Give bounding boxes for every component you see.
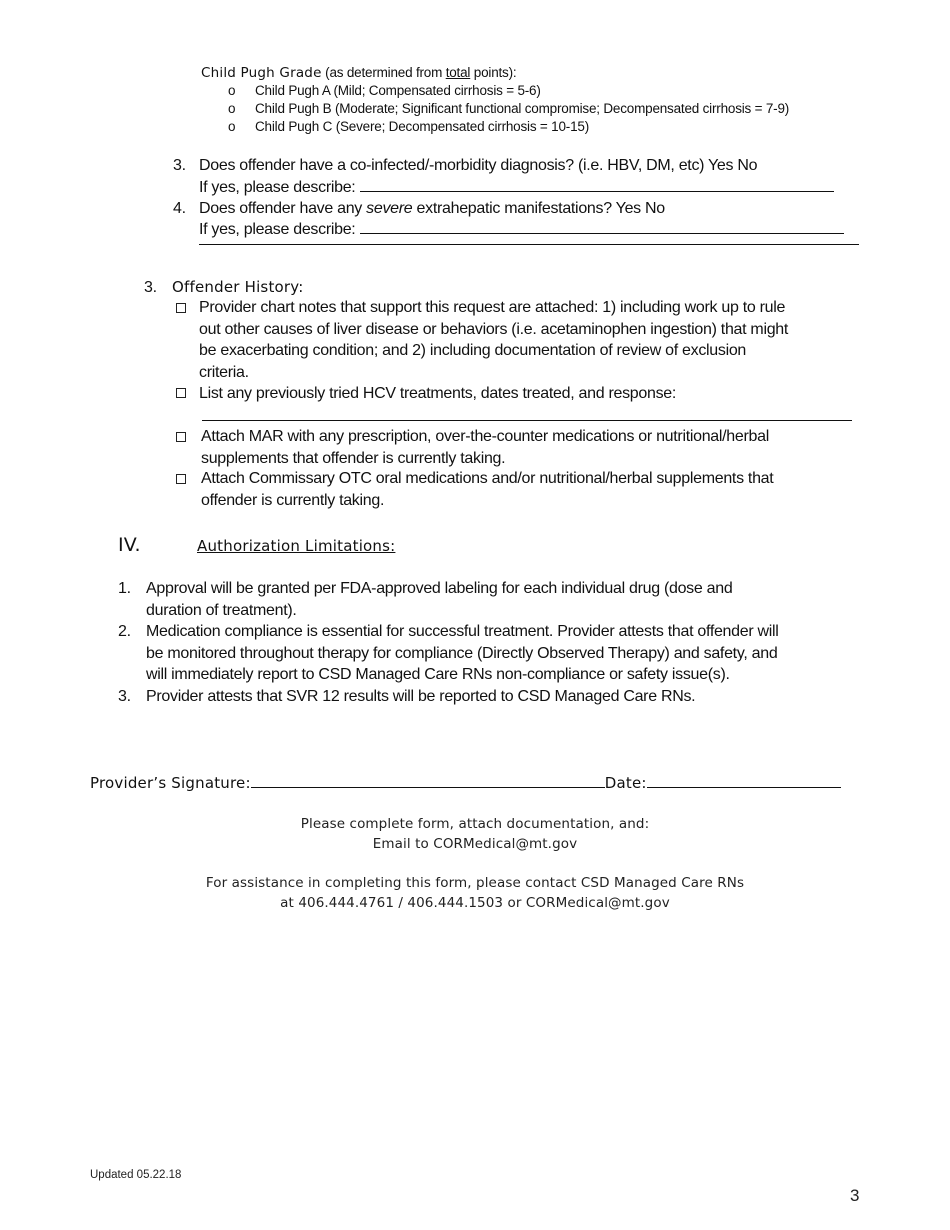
question-extrahepatic: Does offender have any severe extrahepatic manifestations? Yes No (199, 200, 665, 217)
child-pugh-grade-c: Child Pugh C (Severe; Decompensated cirrhosis = 10-15) (255, 119, 589, 134)
updated-date: Updated 05.22.18 (90, 1169, 182, 1181)
child-pugh-bullet: o (228, 119, 236, 134)
child-pugh-bullet: o (228, 83, 236, 98)
child-pugh-heading: Child Pugh Grade (as determined from total points): (201, 65, 517, 81)
child-pugh-bullet: o (228, 101, 236, 116)
previous-treatments-text: List any previously tried HCV treatments, dates treated, and response: (199, 385, 677, 402)
limitation-item: Provider attests that SVR 12 results will be reported to CSD Managed Care RNs. (146, 688, 696, 705)
describe-blank[interactable] (360, 219, 844, 234)
previous-treatments-checkbox[interactable] (176, 388, 186, 398)
previous-treatments-blank[interactable] (202, 420, 852, 421)
section-numeral: IV. (118, 534, 141, 556)
limitation-item: Approval will be granted per FDA-approved labeling for each individual drug (dose and duration of treatment). (146, 580, 733, 619)
offender-history-title: Offender History: (172, 278, 304, 296)
limitation-number: 1. (118, 580, 131, 597)
assistance-line-1: For assistance in completing this form, please contact CSD Managed Care RNs (205, 875, 745, 891)
question-coinfected: Does offender have a co-infected/-morbidity diagnosis? (i.e. HBV, DM, etc) Yes No (199, 157, 758, 174)
instructions-email: Email to CORMedical@mt.gov (372, 836, 578, 852)
attach-mar-text: Attach MAR with any prescription, over-the-counter medications or nutritional/herbal supplements that offender is currently taking. (201, 428, 769, 467)
limitation-item: Medication compliance is essential for successful treatment. Provider attests that offender will be monitored throughout therapy for compliance (Directly Observed Therapy) and safety, and will immediately report to CSD Managed Care RNs non-compliance or safety issue(s). (146, 623, 779, 683)
date-field[interactable] (647, 773, 841, 788)
describe-blank[interactable] (360, 177, 834, 192)
describe-line: If yes, please describe: (199, 219, 844, 241)
limitation-number: 2. (118, 623, 131, 640)
provider-signature-field[interactable] (251, 773, 605, 788)
offender-history-number: 3. (144, 279, 157, 296)
attach-mar-checkbox[interactable] (176, 432, 186, 442)
chart-notes-text: Provider chart notes that support this request are attached: 1) including work up to rule out other causes of liver disease or behaviors (i.e. acetaminophen ingestion) that might be exacerbating condition; and 2) including documentation of review of exclusion criteria. (199, 299, 789, 381)
instructions-line-1: Please complete form, attach documentation, and: (300, 816, 650, 832)
page-number: 3 (850, 1186, 860, 1205)
limitation-number: 3. (118, 688, 131, 705)
question-number: 4. (173, 200, 186, 217)
chart-notes-checkbox[interactable] (176, 303, 186, 313)
signature-row: Provider’s Signature: Date: (90, 773, 841, 792)
child-pugh-grade-b: Child Pugh B (Moderate; Significant functional compromise; Decompensated cirrhosis = 7-9) (255, 101, 790, 116)
assistance-line-2: at 406.444.4761 / 406.444.1503 or CORMedical@mt.gov (280, 895, 670, 911)
describe-line: If yes, please describe: (199, 177, 834, 199)
child-pugh-grade-a: Child Pugh A (Mild; Compensated cirrhosis = 5-6) (255, 83, 541, 98)
attach-commissary-checkbox[interactable] (176, 474, 186, 484)
describe-blank-continued[interactable] (199, 244, 859, 245)
attach-commissary-text: Attach Commissary OTC oral medications and/or nutritional/herbal supplements that offender is currently taking. (201, 470, 774, 509)
question-number: 3. (173, 157, 186, 174)
section-title: Authorization Limitations: (197, 537, 396, 555)
